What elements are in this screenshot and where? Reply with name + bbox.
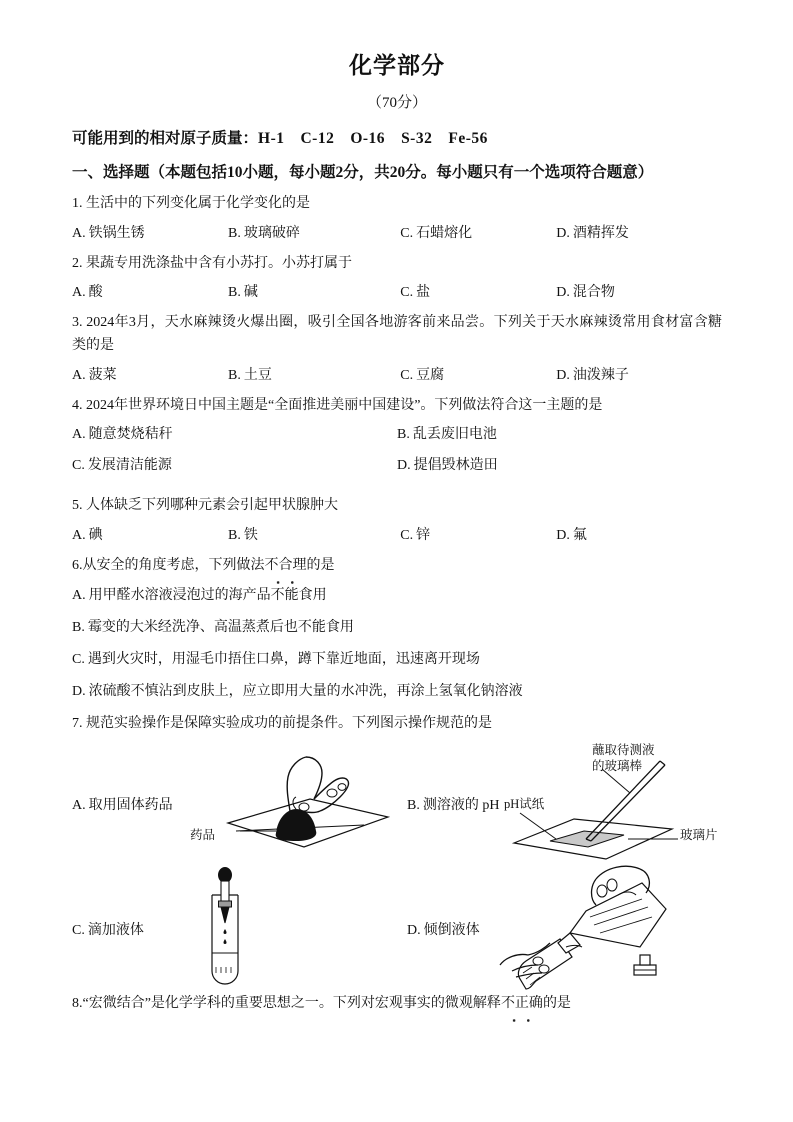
option-label: C. <box>400 367 414 383</box>
option-label: D. <box>556 527 570 543</box>
option-4-c[interactable] <box>72 455 397 476</box>
option-text: 混合物 <box>572 285 615 301</box>
question-number-7: 7. <box>72 715 83 731</box>
option-2-a[interactable] <box>72 282 228 303</box>
option-label: B. <box>228 285 241 301</box>
figure-pour-liquid <box>490 861 710 991</box>
atomic-mass-label: 可能用到的相对原子质量： <box>72 129 259 147</box>
option-label: B. <box>228 367 241 383</box>
option-text: 油泼辣子 <box>572 367 629 383</box>
figure-b-caption-rod-line2: 的玻璃棒 <box>592 758 643 773</box>
atomic-mass-fe: Fe-56 <box>448 129 488 147</box>
option-7-d[interactable] <box>407 921 480 941</box>
option-text: 菠菜 <box>88 367 117 383</box>
option-1-d[interactable] <box>556 223 719 244</box>
option-text: 倾倒液体 <box>423 923 480 939</box>
option-3-d[interactable] <box>556 365 719 386</box>
option-2-b[interactable] <box>228 282 400 303</box>
option-4-b[interactable] <box>397 424 722 445</box>
option-label: C. <box>72 651 85 667</box>
option-label: B. <box>397 427 410 443</box>
question-stem-4 <box>72 395 722 418</box>
option-2-d[interactable] <box>556 282 719 303</box>
option-label: C. <box>400 285 414 301</box>
option-text: 酒精挥发 <box>572 225 629 241</box>
question-number-2: 2. <box>72 255 83 271</box>
option-label: A. <box>72 367 86 383</box>
question-stem-6 <box>72 555 722 578</box>
option-text: 测溶液的 pH <box>422 798 500 814</box>
question-text-1: 生活中的下列变化属于化学变化的是 <box>86 195 310 211</box>
page-content <box>72 52 722 1023</box>
option-label: A. <box>72 285 86 301</box>
question-stem-2 <box>72 253 722 276</box>
question-emphasis-6: 不合理 <box>265 555 307 578</box>
question-number-5: 5. <box>72 498 83 514</box>
option-label: A. <box>72 798 86 814</box>
section-heading: 一、选择题（本题包括10小题，每小题2分，共20分。每小题只有一个选项符合题意） <box>72 163 654 181</box>
question-text-5: 人体缺乏下列哪种元素会引起甲状腺肿大 <box>86 498 338 514</box>
option-5-a[interactable] <box>72 525 228 546</box>
option-label: B. <box>228 527 241 543</box>
question-text-8-pre: “宏微结合”是化学学科的重要思想之一。下列对宏观事实的微观解释 <box>82 996 501 1012</box>
option-5-b[interactable] <box>228 525 400 546</box>
total-score: （70分） <box>366 94 427 111</box>
question-number-6: 6. <box>72 557 83 573</box>
option-label: B. <box>72 619 85 635</box>
question-text-6-pre: 从安全的角度考虑，下列做法 <box>82 557 265 573</box>
option-text: 随意焚烧秸秆 <box>88 427 173 443</box>
question-text-7: 规范实验操作是保障实验成功的前提条件。下列图示操作规范的是 <box>86 715 492 731</box>
option-label: C. <box>400 225 414 241</box>
atomic-mass-c: C-12 <box>300 129 335 147</box>
option-text: 发展清洁能源 <box>87 458 172 474</box>
option-text: 碘 <box>88 527 103 543</box>
figure-b-caption-rod <box>592 743 655 774</box>
option-text: 用甲醛水溶液浸泡过的海产品不能食用 <box>88 587 327 603</box>
option-5-c[interactable] <box>400 525 556 546</box>
option-label: D. <box>556 225 570 241</box>
option-5-d[interactable] <box>556 525 719 546</box>
question-text-4: 2024年世界环境日中国主题是“全面推进美丽中国建设”。下列做法符合这一主题的是 <box>86 397 603 413</box>
question-emphasis-8: 不正确 <box>501 993 543 1016</box>
option-1-a[interactable] <box>72 223 228 244</box>
option-label: C. <box>72 923 85 939</box>
question-stem-1 <box>72 193 722 216</box>
question-number-4: 4. <box>72 397 83 413</box>
figure-add-liquid-dropper <box>180 867 270 991</box>
option-text: 遇到火灾时，用湿毛巾捂住口鼻，蹲下靠近地面，迅速离开现场 <box>87 651 480 667</box>
option-3-b[interactable] <box>228 365 400 386</box>
question-number-3: 3. <box>72 315 83 331</box>
option-text: 碱 <box>243 285 258 301</box>
option-6-b[interactable] <box>72 617 722 638</box>
atomic-mass-o: O-16 <box>350 129 386 147</box>
option-label: A. <box>72 225 86 241</box>
option-2-c[interactable] <box>400 282 556 303</box>
figure-a-caption-medicine: 药品 <box>190 828 216 843</box>
option-label: C. <box>400 527 414 543</box>
option-text: 锌 <box>416 527 431 543</box>
question-stem-8 <box>72 993 722 1016</box>
atomic-mass-line <box>72 129 722 149</box>
option-text: 取用固体药品 <box>88 798 173 814</box>
option-text: 酸 <box>88 285 103 301</box>
option-label: D. <box>397 458 411 474</box>
question-number-8: 8. <box>72 996 83 1012</box>
option-label: D. <box>72 683 86 699</box>
option-text: 石蜡熔化 <box>416 225 473 241</box>
atomic-mass-h: H-1 <box>258 129 285 147</box>
page-title: 化学部分 <box>349 53 445 78</box>
question-text-3: 2024年3月，天水麻辣烫火爆出圈，吸引全国各地游客前来品尝。下列关于天水麻辣烫常用食材富含糖类的是 <box>72 315 722 353</box>
figure-take-solid-medicine <box>192 751 412 876</box>
question-text-2: 果蔬专用洗涤盐中含有小苏打。小苏打属于 <box>86 255 352 271</box>
question-stem-3 <box>72 312 722 357</box>
question-number-1: 1. <box>72 195 83 211</box>
question-stem-5 <box>72 495 722 518</box>
option-4-d[interactable] <box>397 455 722 476</box>
option-text: 滴加液体 <box>87 923 144 939</box>
option-label: A. <box>72 587 86 603</box>
option-7-b[interactable] <box>407 796 499 816</box>
options-6 <box>72 585 722 702</box>
option-4-a[interactable] <box>72 424 397 445</box>
option-text: 浓硫酸不慎沾到皮肤上，应立即用大量的水冲洗，再涂上氢氧化钠溶液 <box>88 683 523 699</box>
option-label: C. <box>72 458 85 474</box>
option-label: A. <box>72 427 86 443</box>
question-stem-7 <box>72 713 722 736</box>
options-1 <box>72 223 722 244</box>
option-text: 盐 <box>416 285 431 301</box>
atomic-mass-s: S-32 <box>401 129 433 147</box>
option-6-c[interactable] <box>72 649 722 670</box>
option-3-c[interactable] <box>400 365 556 386</box>
option-text: 铁 <box>243 527 258 543</box>
option-7-c[interactable] <box>72 921 144 941</box>
option-text: 提倡毁林造田 <box>413 458 498 474</box>
question-7-figures <box>72 739 722 991</box>
figure-b-caption-glass-plate: 玻璃片 <box>680 828 718 843</box>
figure-b-caption-ph-paper: pH试纸 <box>504 797 545 812</box>
options-5 <box>72 525 722 546</box>
option-label: D. <box>556 367 570 383</box>
option-text: 土豆 <box>243 367 272 383</box>
question-text-8-post: 的是 <box>542 996 571 1012</box>
option-1-c[interactable] <box>400 223 556 244</box>
option-3-a[interactable] <box>72 365 228 386</box>
option-text: 玻璃破碎 <box>243 225 300 241</box>
options-3 <box>72 365 722 386</box>
question-text-6-post: 的是 <box>306 557 335 573</box>
option-text: 乱丢废旧电池 <box>412 427 497 443</box>
option-label: B. <box>228 225 241 241</box>
option-7-a[interactable] <box>72 796 173 816</box>
option-label: A. <box>72 527 86 543</box>
option-text: 氟 <box>572 527 587 543</box>
option-text: 霉变的大米经洗净、高温蒸煮后也不能食用 <box>87 619 354 635</box>
option-text: 铁锅生锈 <box>88 225 145 241</box>
options-4 <box>72 424 722 486</box>
option-6-d[interactable] <box>72 681 722 702</box>
option-label: D. <box>407 923 421 939</box>
option-1-b[interactable] <box>228 223 400 244</box>
option-text: 豆腐 <box>416 367 445 383</box>
options-2 <box>72 282 722 303</box>
option-6-a[interactable] <box>72 585 722 606</box>
option-label: D. <box>556 285 570 301</box>
figure-b-caption-rod-line1: 蘸取待测液 <box>592 743 655 758</box>
option-label: B. <box>407 798 420 814</box>
